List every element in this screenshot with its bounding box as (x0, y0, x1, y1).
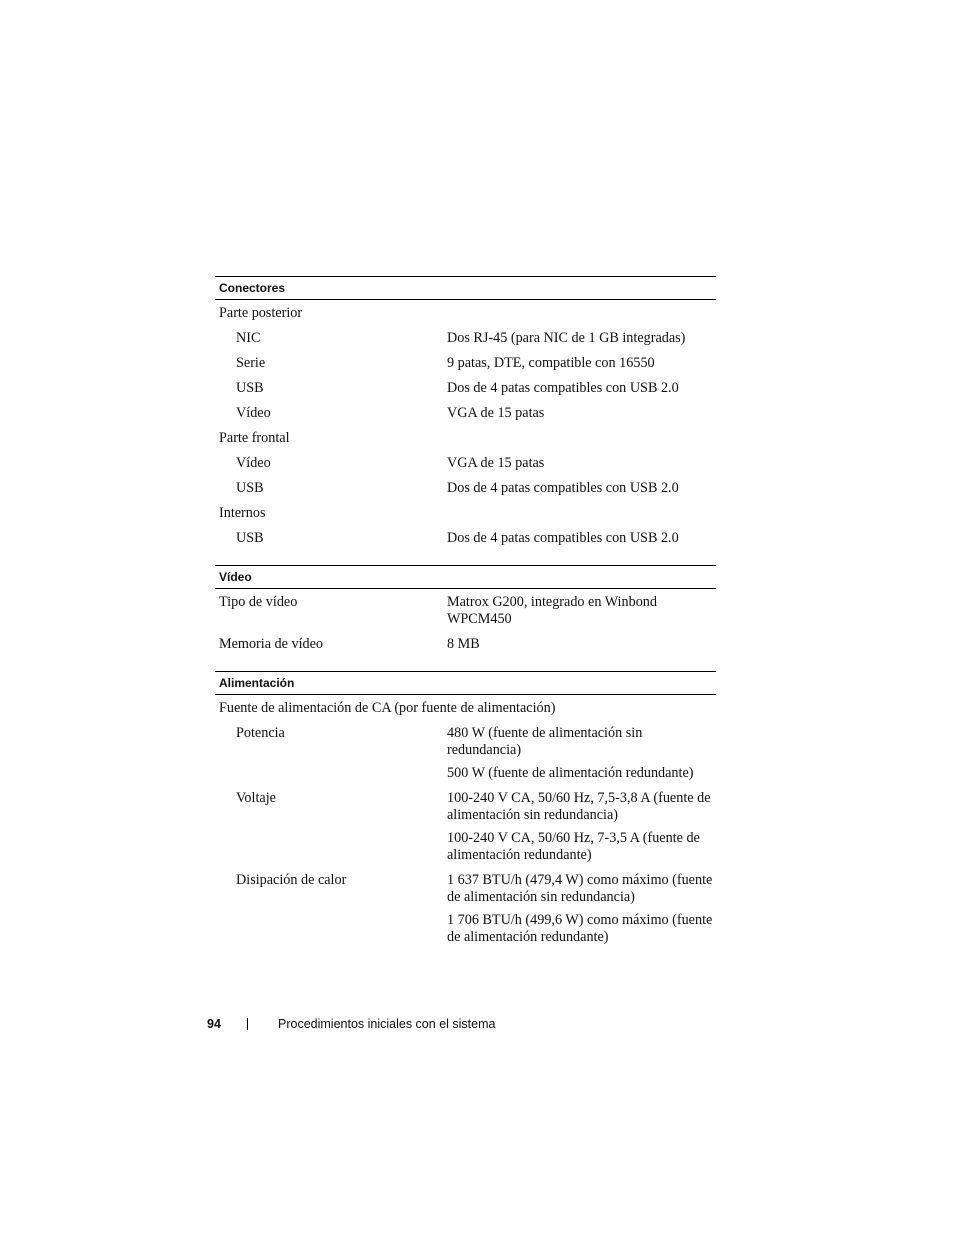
section-conectores (215, 276, 716, 565)
table-row (215, 828, 716, 868)
table-row (215, 910, 716, 950)
table-row (215, 451, 716, 476)
row-value: 100-240 V CA, 50/60 Hz, 7-3,5 A (fuente de alimentación redundante) (447, 830, 700, 863)
row-label (215, 912, 447, 946)
row-label: USB (236, 530, 264, 546)
table-row (215, 351, 716, 376)
row-value: 480 W (fuente de alimentación sin redundancia) (447, 725, 643, 758)
row-value: 1 706 BTU/h (499,6 W) como máximo (fuente de alimentación redundante) (447, 912, 713, 945)
row-label: Potencia (236, 725, 285, 741)
section-title: Alimentación (215, 671, 716, 695)
row-value: Matrox G200, integrado en Winbond WPCM450 (447, 594, 657, 627)
row-label: Vídeo (236, 455, 271, 471)
row-label: NIC (236, 330, 261, 346)
row-label: USB (236, 380, 264, 396)
row-value: 500 W (fuente de alimentación redundante) (447, 765, 694, 781)
table-row (215, 763, 716, 786)
row-value: 9 patas, DTE, compatible con 16550 (447, 355, 655, 371)
table-row (215, 401, 716, 426)
table-row (215, 721, 716, 763)
table-row (215, 786, 716, 828)
page-footer (207, 1016, 495, 1032)
section-alimentacion (215, 671, 716, 964)
row-value: 1 637 BTU/h (479,4 W) como máximo (fuente de alimentación sin redundancia) (447, 872, 713, 905)
row-label: Disipación de calor (236, 872, 347, 888)
table-row (215, 526, 716, 551)
row-label: Fuente de alimentación de CA (por fuente de alimentación) (219, 700, 556, 716)
row-value: Dos de 4 patas compatibles con USB 2.0 (447, 530, 679, 546)
table-row (215, 590, 716, 632)
footer-divider (247, 1018, 248, 1030)
row-label: Parte frontal (219, 430, 290, 446)
table-row (215, 376, 716, 401)
table-row (215, 476, 716, 501)
table-row (215, 632, 716, 657)
row-label: Parte posterior (219, 305, 303, 321)
spec-tables (215, 276, 716, 964)
row-label: Memoria de vídeo (219, 636, 324, 652)
row-value: Dos RJ-45 (para NIC de 1 GB integradas) (447, 330, 686, 346)
row-value: 8 MB (447, 636, 480, 652)
table-row (215, 326, 716, 351)
row-label: Tipo de vídeo (219, 594, 298, 610)
row-label (215, 830, 447, 864)
row-label (215, 765, 447, 782)
row-label: Vídeo (236, 405, 271, 421)
section-title: Vídeo (215, 565, 716, 589)
row-label: Internos (219, 505, 266, 521)
row-label: USB (236, 480, 264, 496)
table-row (215, 868, 716, 910)
row-label: Voltaje (236, 790, 276, 806)
footer-title: Procedimientos iniciales con el sistema (278, 1017, 496, 1031)
table-row (215, 696, 716, 721)
table-row (215, 426, 716, 451)
section-title: Conectores (215, 276, 716, 300)
section-video (215, 565, 716, 671)
page-number: 94 (207, 1017, 221, 1031)
row-value: 100-240 V CA, 50/60 Hz, 7,5-3,8 A (fuente de alimentación sin redundancia) (447, 790, 711, 823)
table-row (215, 501, 716, 526)
row-label: Serie (236, 355, 266, 371)
row-value: Dos de 4 patas compatibles con USB 2.0 (447, 380, 679, 396)
row-value: VGA de 15 patas (447, 455, 545, 471)
table-row (215, 301, 716, 326)
row-value: VGA de 15 patas (447, 405, 545, 421)
row-value: Dos de 4 patas compatibles con USB 2.0 (447, 480, 679, 496)
